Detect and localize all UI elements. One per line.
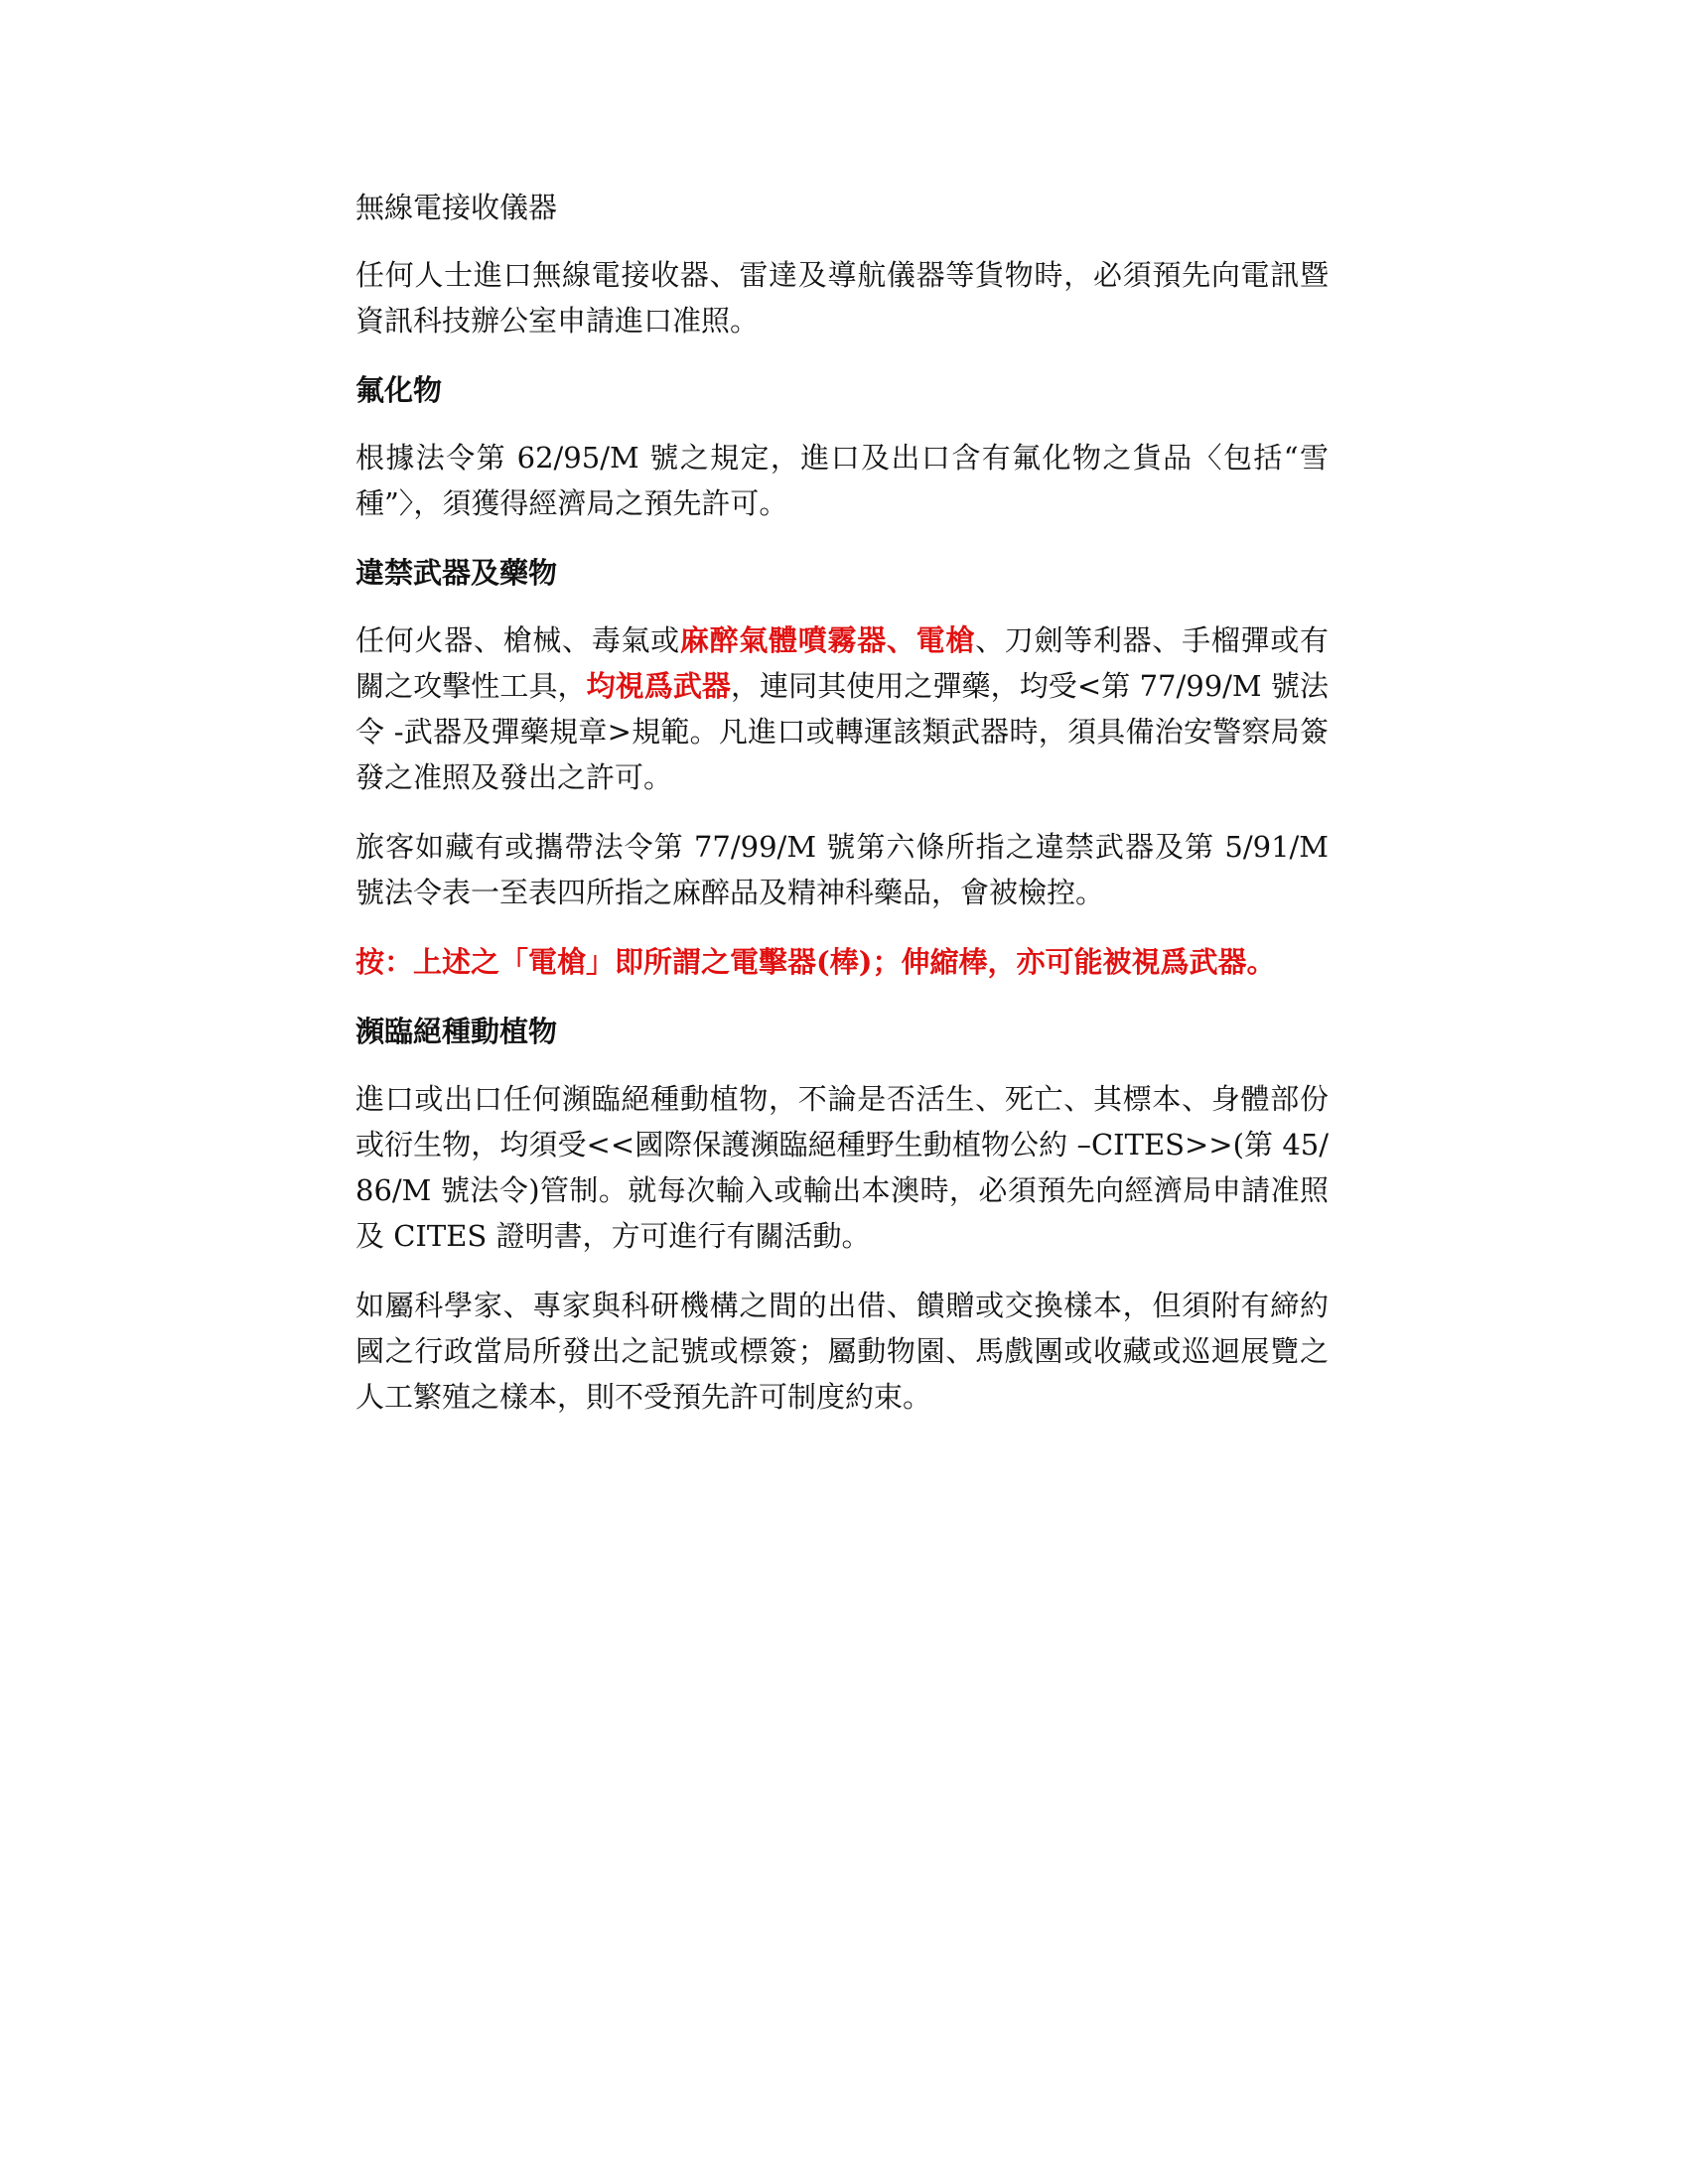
paragraph-endangered-2: 如屬科學家、專家與科研機構之間的出借、饋贈或交換樣本，但須附有締約國之行政當局所發出之記號或標簽；屬動物園、馬戲團或收藏或巡迴展覽之人工繁殖之樣本，則不受預先許可制度約束。 (355, 1289, 1329, 1414)
weapons-highlight-2: 均視爲武器 (586, 669, 731, 703)
paragraph-weapons-2: 旅客如藏有或攜帶法令第 77/99/M 號第六條所指之違禁武器及第 5/91/M 號法令表一至表四所指之麻醉品及精神科藥品，會被檢控。 (355, 830, 1329, 909)
heading-radio: 無線電接收儀器 (355, 191, 558, 224)
heading-fluoride: 氟化物 (355, 373, 443, 407)
paragraph-fluoride: 根據法令第 62/95/M 號之規定，進口及出口含有氟化物之貨品〈包括“雪種”〉，須獲得經濟局之預先許可。 (355, 441, 1329, 520)
weapons-note: 按：上述之「電槍」即所謂之電擊器(棒)；伸縮棒，亦可能被視爲武器。 (355, 945, 1276, 979)
paragraph-radio: 任何人士進口無線電接收器、雷達及導航儀器等貨物時，必須預先向電訊暨資訊科技辦公室申請進口准照。 (355, 258, 1329, 338)
weapons-text-c: ，連同其使用之彈藥，均受<第 77/99/M 號法令 -武器及彈藥規章>規範。凡進口或轉運該類武器時，須具備治安警察局簽發之准照及發出之許可。 (355, 669, 1329, 794)
heading-weapons: 違禁武器及藥物 (355, 556, 558, 590)
heading-endangered: 瀕臨絕種動植物 (355, 1015, 558, 1048)
weapons-text-a: 任何火器、槍械、毒氣或 (355, 623, 680, 657)
weapons-text-b: 、刀劍等利器、手榴彈或有關之攻擊性工具， (355, 623, 1329, 703)
document-page (355, 185, 1329, 1443)
paragraph-endangered-1: 進口或出口任何瀕臨絕種動植物，不論是否活生、死亡、其標本、身體部份或衍生物，均須受<<國際保護瀕臨絕種野生動植物公約 –CITES>>(第 45/86/M 號法令)管制。就每次輸入或輸出本澳時，必須預先向經濟局申請准照及 CITES 證明書，方可進行有關活動。 (355, 1082, 1329, 1253)
paragraph-weapons-1 (355, 617, 1329, 800)
weapons-highlight-1: 麻醉氣體噴霧器、電槍 (679, 623, 976, 657)
